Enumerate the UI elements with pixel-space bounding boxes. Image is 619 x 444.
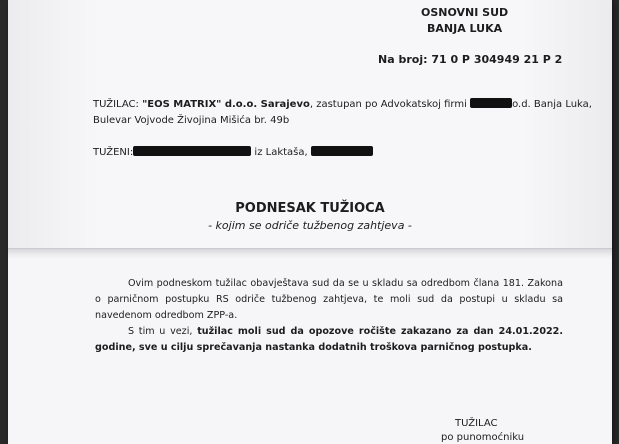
paragraph-2 [95, 324, 563, 356]
plaintiff-rep-suffix: o.d. Banja Luka, [512, 99, 592, 110]
document-title: PODNESAK TUŽIOCA [235, 201, 385, 216]
document-subtitle: - kojim se odriče tužbenog zahtjeva - [208, 219, 412, 232]
defendant-line [93, 146, 373, 158]
plaintiff-line [93, 98, 592, 110]
signature-role: TUŽILAC [455, 418, 498, 429]
document-page [8, 0, 612, 444]
plaintiff-label: TUŽILAC: [93, 99, 139, 110]
page-fold [8, 248, 612, 259]
redaction-bar [311, 146, 373, 156]
paragraph-2-lead: S tim u vezi, [128, 326, 193, 337]
plaintiff-representation: , zastupan po Advokatskoj firmi [309, 99, 467, 110]
defendant-label: TUŽENI: [93, 147, 134, 158]
redaction-bar [133, 146, 251, 156]
court-name: OSNOVNI SUD [421, 6, 509, 19]
case-number: Na broj: 71 0 P 304949 21 P 2 [378, 53, 563, 66]
paragraph-1: Ovim podneskom tužilac obavještava sud da se u skladu sa odredbom člana 181. Zakona o parničnom postupku RS odriče tužbenog zahtjeva, te moli sud da postupi u skladu sa navedenom odredbom ZPP-a. [95, 278, 563, 321]
defendant-place: iz Laktaša, [254, 147, 308, 158]
plaintiff-name: "EOS MATRIX" d.o.o. Sarajevo [142, 99, 310, 110]
redaction-bar [470, 98, 512, 108]
signature-by: po punomoćniku [441, 432, 525, 443]
paragraph-2-request: tužilac moli sud da opozove ročište zakazano za dan 24.01.2022. godine, sve u cilju sprečavanja nastanka dodatnih troškova parničnog postupka. [95, 326, 563, 353]
plaintiff-address: Bulevar Vojvode Živojina Mišića br. 49b [93, 115, 290, 126]
court-city: BANJA LUKA [427, 22, 503, 35]
